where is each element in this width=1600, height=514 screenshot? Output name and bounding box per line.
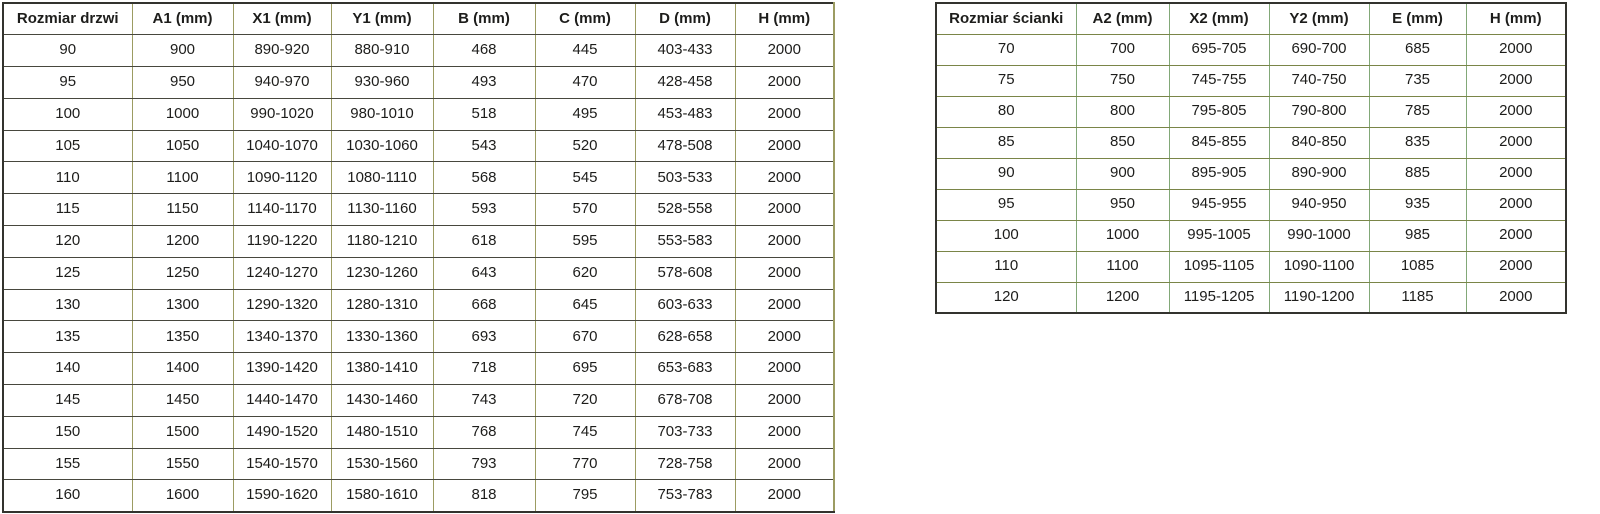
- table-cell: 2000: [735, 98, 834, 130]
- table-cell: 1040-1070: [233, 130, 331, 162]
- table-cell: 1195-1205: [1169, 282, 1269, 313]
- table-cell: 2000: [735, 480, 834, 512]
- table-cell: 1140-1170: [233, 194, 331, 226]
- table-cell: 1240-1270: [233, 257, 331, 289]
- table-cell: 1130-1160: [331, 194, 433, 226]
- table-cell: 695: [535, 353, 635, 385]
- table-cell: 985: [1369, 220, 1466, 251]
- wall-size-table: [935, 2, 1567, 314]
- column-header: Rozmiar drzwi: [3, 3, 132, 35]
- table-cell: 1050: [132, 130, 233, 162]
- table-cell: 1095-1105: [1169, 251, 1269, 282]
- table-cell: 403-433: [635, 35, 735, 67]
- table-cell: 470: [535, 67, 635, 99]
- column-header: H (mm): [1466, 3, 1566, 34]
- column-header: B (mm): [433, 3, 535, 35]
- table-row: [936, 34, 1566, 65]
- table-cell: 2000: [735, 385, 834, 417]
- table-cell: 1230-1260: [331, 257, 433, 289]
- table-cell: 125: [3, 257, 132, 289]
- column-header: Y1 (mm): [331, 3, 433, 35]
- table-cell: 100: [936, 220, 1076, 251]
- table-cell: 1150: [132, 194, 233, 226]
- table-cell: 2000: [735, 448, 834, 480]
- table-cell: 1080-1110: [331, 162, 433, 194]
- table-cell: 2000: [735, 321, 834, 353]
- column-header: X2 (mm): [1169, 3, 1269, 34]
- table-cell: 790-800: [1269, 96, 1369, 127]
- table-cell: 2000: [735, 257, 834, 289]
- column-header: D (mm): [635, 3, 735, 35]
- table-cell: 595: [535, 226, 635, 258]
- table-cell: 1450: [132, 385, 233, 417]
- table-cell: 728-758: [635, 448, 735, 480]
- table-row: [3, 67, 834, 99]
- table-cell: 75: [936, 65, 1076, 96]
- table-cell: 478-508: [635, 130, 735, 162]
- table-row: [3, 289, 834, 321]
- table-cell: 603-633: [635, 289, 735, 321]
- table-cell: 1580-1610: [331, 480, 433, 512]
- table-cell: 518: [433, 98, 535, 130]
- table-cell: 2000: [1466, 65, 1566, 96]
- table-cell: 840-850: [1269, 127, 1369, 158]
- table-cell: 620: [535, 257, 635, 289]
- column-header: E (mm): [1369, 3, 1466, 34]
- table-cell: 150: [3, 416, 132, 448]
- table-cell: 2000: [735, 194, 834, 226]
- table-cell: 2000: [735, 416, 834, 448]
- table-row: [3, 416, 834, 448]
- table-cell: 618: [433, 226, 535, 258]
- header-row: [936, 3, 1566, 34]
- table-row: [3, 194, 834, 226]
- table-cell: 553-583: [635, 226, 735, 258]
- table-cell: 880-910: [331, 35, 433, 67]
- table-cell: 940-970: [233, 67, 331, 99]
- table-cell: 945-955: [1169, 189, 1269, 220]
- table-cell: 520: [535, 130, 635, 162]
- table-row: [3, 448, 834, 480]
- table-cell: 1480-1510: [331, 416, 433, 448]
- table-cell: 568: [433, 162, 535, 194]
- table-cell: 1430-1460: [331, 385, 433, 417]
- table-cell: 1300: [132, 289, 233, 321]
- table-cell: 1390-1420: [233, 353, 331, 385]
- table-cell: 678-708: [635, 385, 735, 417]
- table-row: [936, 251, 1566, 282]
- table-cell: 753-783: [635, 480, 735, 512]
- table-cell: 1330-1360: [331, 321, 433, 353]
- table-cell: 1600: [132, 480, 233, 512]
- table-cell: 950: [1076, 189, 1169, 220]
- table-cell: 593: [433, 194, 535, 226]
- table-cell: 1180-1210: [331, 226, 433, 258]
- table-cell: 895-905: [1169, 158, 1269, 189]
- table-row: [936, 65, 1566, 96]
- table-row: [936, 220, 1566, 251]
- table-cell: 930-960: [331, 67, 433, 99]
- table-cell: 643: [433, 257, 535, 289]
- table-cell: 845-855: [1169, 127, 1269, 158]
- table-cell: 2000: [735, 130, 834, 162]
- table-row: [3, 98, 834, 130]
- table-cell: 980-1010: [331, 98, 433, 130]
- table-cell: 890-920: [233, 35, 331, 67]
- table-cell: 835: [1369, 127, 1466, 158]
- table-cell: 145: [3, 385, 132, 417]
- table-cell: 735: [1369, 65, 1466, 96]
- table-row: [3, 321, 834, 353]
- table-cell: 445: [535, 35, 635, 67]
- table-row: [936, 282, 1566, 313]
- table-cell: 2000: [735, 353, 834, 385]
- table-cell: 155: [3, 448, 132, 480]
- table-cell: 628-658: [635, 321, 735, 353]
- table-cell: 2000: [1466, 251, 1566, 282]
- table-row: [3, 226, 834, 258]
- table-cell: 100: [3, 98, 132, 130]
- table-cell: 1000: [1076, 220, 1169, 251]
- table-cell: 1380-1410: [331, 353, 433, 385]
- table-row: [3, 35, 834, 67]
- table-cell: 990-1000: [1269, 220, 1369, 251]
- table-cell: 493: [433, 67, 535, 99]
- table-cell: 695-705: [1169, 34, 1269, 65]
- table-row: [3, 353, 834, 385]
- table-row: [936, 189, 1566, 220]
- table-cell: 1250: [132, 257, 233, 289]
- table-cell: 1280-1310: [331, 289, 433, 321]
- table-cell: 1090-1100: [1269, 251, 1369, 282]
- table-cell: 2000: [735, 226, 834, 258]
- table-cell: 800: [1076, 96, 1169, 127]
- table-cell: 110: [936, 251, 1076, 282]
- table-cell: 1340-1370: [233, 321, 331, 353]
- table-cell: 160: [3, 480, 132, 512]
- table-cell: 2000: [735, 162, 834, 194]
- table-cell: 85: [936, 127, 1076, 158]
- table-cell: 668: [433, 289, 535, 321]
- table-cell: 95: [3, 67, 132, 99]
- table-cell: 453-483: [635, 98, 735, 130]
- table-cell: 1100: [132, 162, 233, 194]
- table-cell: 80: [936, 96, 1076, 127]
- table-cell: 2000: [1466, 96, 1566, 127]
- table-cell: 1590-1620: [233, 480, 331, 512]
- table-row: [3, 385, 834, 417]
- table-cell: 135: [3, 321, 132, 353]
- table-cell: 2000: [735, 35, 834, 67]
- table-cell: 653-683: [635, 353, 735, 385]
- table-cell: 570: [535, 194, 635, 226]
- table-cell: 990-1020: [233, 98, 331, 130]
- table-cell: 645: [535, 289, 635, 321]
- table-cell: 1200: [132, 226, 233, 258]
- table-cell: 95: [936, 189, 1076, 220]
- table-cell: 468: [433, 35, 535, 67]
- table-cell: 1000: [132, 98, 233, 130]
- table-row: [936, 127, 1566, 158]
- table-cell: 2000: [1466, 220, 1566, 251]
- table-cell: 750: [1076, 65, 1169, 96]
- table-cell: 130: [3, 289, 132, 321]
- table-cell: 1290-1320: [233, 289, 331, 321]
- table-cell: 2000: [1466, 189, 1566, 220]
- table-cell: 785: [1369, 96, 1466, 127]
- table-cell: 1550: [132, 448, 233, 480]
- table-cell: 528-558: [635, 194, 735, 226]
- table-cell: 690-700: [1269, 34, 1369, 65]
- column-header: Y2 (mm): [1269, 3, 1369, 34]
- table-cell: 1100: [1076, 251, 1169, 282]
- table-cell: 1490-1520: [233, 416, 331, 448]
- table-cell: 950: [132, 67, 233, 99]
- table-cell: 1185: [1369, 282, 1466, 313]
- table-row: [3, 257, 834, 289]
- table-cell: 1190-1200: [1269, 282, 1369, 313]
- table-row: [936, 96, 1566, 127]
- table-cell: 1085: [1369, 251, 1466, 282]
- table-cell: 1350: [132, 321, 233, 353]
- table-cell: 900: [132, 35, 233, 67]
- table-cell: 940-950: [1269, 189, 1369, 220]
- table-cell: 1200: [1076, 282, 1169, 313]
- table-cell: 720: [535, 385, 635, 417]
- table-cell: 700: [1076, 34, 1169, 65]
- table-cell: 105: [3, 130, 132, 162]
- header-row: [3, 3, 834, 35]
- table-cell: 90: [3, 35, 132, 67]
- table-cell: 770: [535, 448, 635, 480]
- table-cell: 1500: [132, 416, 233, 448]
- table-cell: 850: [1076, 127, 1169, 158]
- table-cell: 703-733: [635, 416, 735, 448]
- column-header: A1 (mm): [132, 3, 233, 35]
- table-cell: 428-458: [635, 67, 735, 99]
- table-cell: 2000: [1466, 282, 1566, 313]
- table-cell: 768: [433, 416, 535, 448]
- table-cell: 890-900: [1269, 158, 1369, 189]
- table-cell: 1400: [132, 353, 233, 385]
- column-header: Rozmiar ścianki: [936, 3, 1076, 34]
- table-row: [936, 158, 1566, 189]
- table-cell: 503-533: [635, 162, 735, 194]
- table-row: [3, 130, 834, 162]
- column-header: A2 (mm): [1076, 3, 1169, 34]
- table-cell: 743: [433, 385, 535, 417]
- table-cell: 685: [1369, 34, 1466, 65]
- table-cell: 70: [936, 34, 1076, 65]
- table-row: [3, 480, 834, 512]
- table-cell: 885: [1369, 158, 1466, 189]
- table-cell: 120: [936, 282, 1076, 313]
- table-cell: 2000: [735, 67, 834, 99]
- table-cell: 740-750: [1269, 65, 1369, 96]
- table-cell: 995-1005: [1169, 220, 1269, 251]
- table-cell: 115: [3, 194, 132, 226]
- table-cell: 793: [433, 448, 535, 480]
- table-cell: 578-608: [635, 257, 735, 289]
- table-cell: 543: [433, 130, 535, 162]
- column-header: C (mm): [535, 3, 635, 35]
- table-cell: 935: [1369, 189, 1466, 220]
- table-cell: 900: [1076, 158, 1169, 189]
- table-cell: 2000: [735, 289, 834, 321]
- table-cell: 745: [535, 416, 635, 448]
- table-cell: 718: [433, 353, 535, 385]
- table-cell: 795-805: [1169, 96, 1269, 127]
- table-cell: 120: [3, 226, 132, 258]
- door-size-table: [2, 2, 835, 513]
- table-cell: 1540-1570: [233, 448, 331, 480]
- table-cell: 90: [936, 158, 1076, 189]
- table-cell: 1090-1120: [233, 162, 331, 194]
- table-cell: 140: [3, 353, 132, 385]
- table-cell: 1190-1220: [233, 226, 331, 258]
- table-cell: 2000: [1466, 34, 1566, 65]
- table-cell: 745-755: [1169, 65, 1269, 96]
- table-cell: 818: [433, 480, 535, 512]
- table-cell: 795: [535, 480, 635, 512]
- table-cell: 1530-1560: [331, 448, 433, 480]
- table-cell: 693: [433, 321, 535, 353]
- column-header: H (mm): [735, 3, 834, 35]
- table-row: [3, 162, 834, 194]
- table-cell: 495: [535, 98, 635, 130]
- table-cell: 1030-1060: [331, 130, 433, 162]
- column-header: X1 (mm): [233, 3, 331, 35]
- table-cell: 670: [535, 321, 635, 353]
- table-cell: 110: [3, 162, 132, 194]
- table-cell: 2000: [1466, 127, 1566, 158]
- table-cell: 545: [535, 162, 635, 194]
- table-cell: 2000: [1466, 158, 1566, 189]
- table-cell: 1440-1470: [233, 385, 331, 417]
